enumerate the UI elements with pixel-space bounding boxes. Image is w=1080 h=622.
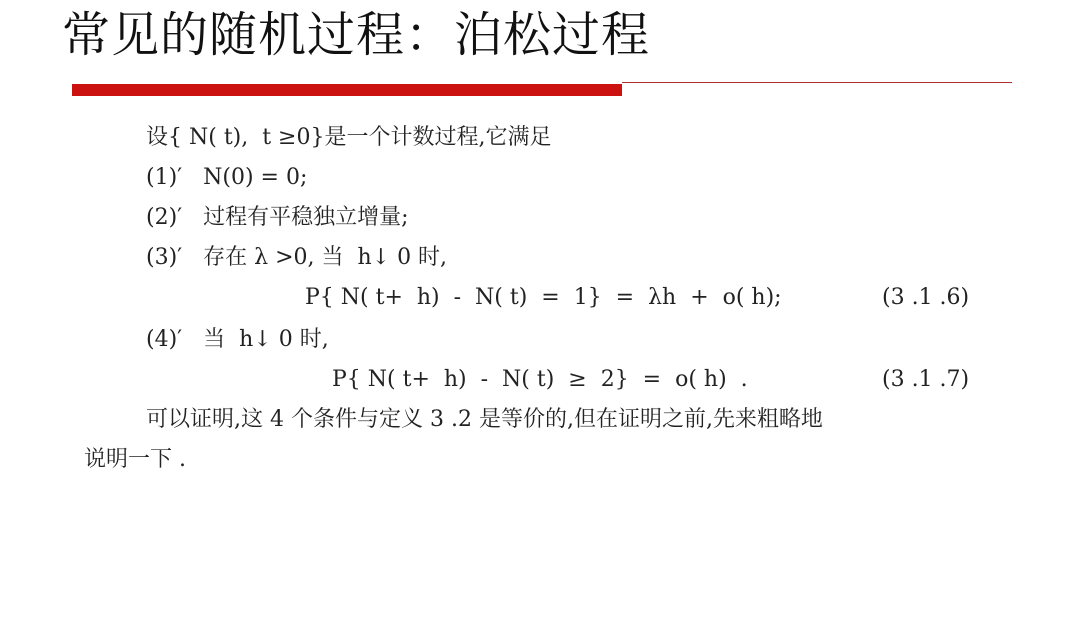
equation-1-number: (3 .1 .6): [882, 285, 970, 310]
equation-1: P{ N( t+ h) - N( t) = 1} = λh + o( h);: [305, 285, 782, 310]
slide-title: 常见的随机过程：泊松过程: [62, 7, 651, 63]
equation-2-number: (3 .1 .7): [882, 367, 970, 392]
title-underline-rule: [622, 82, 1012, 83]
condition-4: (4)′ 当 h↓ 0 时,: [146, 327, 329, 352]
condition-1: (1)′ N(0) = 0;: [146, 165, 308, 190]
paragraph-line-2: 说明一下 .: [84, 447, 186, 472]
paragraph-line-1: 可以证明,这 4 个条件与定义 3 .2 是等价的,但在证明之前,先来粗略地: [146, 407, 823, 432]
equation-2: P{ N( t+ h) - N( t) ≥ 2} = o( h) .: [332, 367, 748, 392]
condition-3: (3)′ 存在 λ >0, 当 h↓ 0 时,: [146, 245, 448, 270]
condition-2: (2)′ 过程有平稳独立增量;: [146, 205, 409, 230]
title-underline-accent: [72, 84, 622, 96]
intro-line: 设{ N( t), t ≥0}是一个计数过程,它满足: [146, 125, 552, 150]
